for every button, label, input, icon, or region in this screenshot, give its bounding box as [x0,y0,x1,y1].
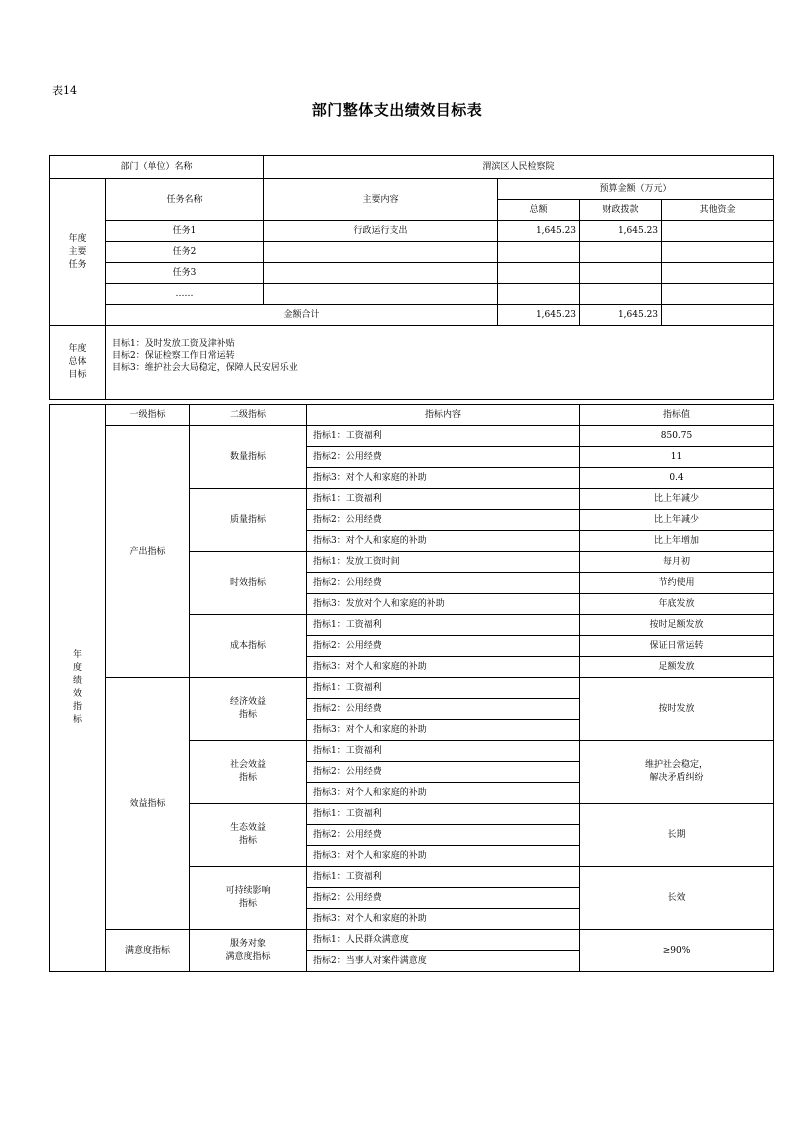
indicator-content: 指标1：工资福利 [307,426,580,447]
col-indicator-value: 指标值 [580,405,774,426]
indicator-value: 0.4 [580,468,774,489]
satisfaction-indicator-label: 满意度指标 [106,930,190,972]
task-other [662,284,774,305]
indicator-content: 指标3：对个人和家庭的补助 [307,846,580,867]
service-satisfaction-label: 服务对象 满意度指标 [190,930,307,972]
goal-item: 目标3：维护社会大局稳定，保障人民安居乐业 [112,363,298,373]
goal-item: 目标1：及时发放工资及津补贴 [112,339,235,349]
indicator-value: 11 [580,447,774,468]
task-finance [580,263,662,284]
task-content [264,242,498,263]
task-finance [580,284,662,305]
indicator-content: 指标3：对个人和家庭的补助 [307,909,580,930]
indicator-value: 按时发放 [580,678,774,741]
indicator-value: 按时足额发放 [580,615,774,636]
indicator-value: 比上年减少 [580,489,774,510]
indicator-content: 指标1：工资福利 [307,615,580,636]
benefit-indicator-label: 效益指标 [106,678,190,930]
quantity-indicator-label: 数量指标 [190,426,307,489]
task-other [662,242,774,263]
task-total [498,242,580,263]
task-total [498,263,580,284]
indicator-content: 指标1：工资福利 [307,741,580,762]
task-name: 任务2 [106,242,264,263]
indicator-content: 指标3：对个人和家庭的补助 [307,657,580,678]
indicator-content: 指标1：工资福利 [307,867,580,888]
indicator-content: 指标2：当事人对案件满意度 [307,951,580,972]
indicator-value: 足额发放 [580,657,774,678]
indicator-content: 指标2：公用经费 [307,510,580,531]
col-main-content: 主要内容 [264,179,498,221]
dept-name-label: 部门（单位）名称 [50,156,264,179]
col-indicator-content: 指标内容 [307,405,580,426]
indicator-value: 保证日常运转 [580,636,774,657]
indicator-content: 指标3：对个人和家庭的补助 [307,720,580,741]
table-row [50,284,774,305]
task-other [662,263,774,284]
cost-indicator-label: 成本指标 [190,615,307,678]
col-level1: 一级指标 [106,405,190,426]
output-indicator-label: 产出指标 [106,426,190,678]
indicator-value: 每月初 [580,552,774,573]
task-total: 1,645.23 [498,221,580,242]
col-total: 总额 [498,200,580,221]
performance-indicator-table [49,404,774,972]
dept-name-value: 渭滨区人民检察院 [264,156,774,179]
annual-tasks-label: 年度 主要 任务 [50,179,106,326]
indicator-content: 指标1：工资福利 [307,489,580,510]
sum-other [662,305,774,326]
table-number: 表14 [52,84,77,97]
annual-indicators-label: 年 度 绩 效 指 标 [50,405,106,972]
indicator-value: 维护社会稳定， 解决矛盾纠纷 [580,741,774,804]
table-row [50,678,774,699]
indicator-value: 节约使用 [580,573,774,594]
social-benefit-label: 社会效益 指标 [190,741,307,804]
task-finance: 1,645.23 [580,221,662,242]
table-row [50,242,774,263]
quality-indicator-label: 质量指标 [190,489,307,552]
sum-total: 1,645.23 [498,305,580,326]
indicator-content: 指标2：公用经费 [307,888,580,909]
indicator-value: ≥90% [580,930,774,972]
timeliness-indicator-label: 时效指标 [190,552,307,615]
col-task-name: 任务名称 [106,179,264,221]
task-name: …… [106,284,264,305]
task-name: 任务3 [106,263,264,284]
indicator-value: 850.75 [580,426,774,447]
col-level2: 二级指标 [190,405,307,426]
task-content: 行政运行支出 [264,221,498,242]
indicator-content: 指标2：公用经费 [307,447,580,468]
indicator-content: 指标2：公用经费 [307,636,580,657]
indicator-content: 指标1：工资福利 [307,678,580,699]
task-content [264,284,498,305]
task-content [264,263,498,284]
indicator-content: 指标1：人民群众满意度 [307,930,580,951]
indicator-content: 指标3：对个人和家庭的补助 [307,783,580,804]
indicator-value: 年底发放 [580,594,774,615]
overall-goals-content [106,326,774,400]
sum-label: 金额合计 [106,305,498,326]
task-name: 任务1 [106,221,264,242]
indicator-content: 指标3：发放对个人和家庭的补助 [307,594,580,615]
col-finance: 财政拨款 [580,200,662,221]
indicator-value: 长期 [580,804,774,867]
indicator-content: 指标2：公用经费 [307,762,580,783]
table-row [50,221,774,242]
col-budget-amount: 预算金额（万元） [498,179,774,200]
table-row [50,930,774,951]
indicator-value: 比上年减少 [580,510,774,531]
goal-item: 目标2：保证检察工作日常运转 [112,351,235,361]
page-title: 部门整体支出绩效目标表 [311,101,483,119]
economic-benefit-label: 经济效益 指标 [190,678,307,741]
indicator-content: 指标2：公用经费 [307,573,580,594]
task-finance [580,242,662,263]
indicator-content: 指标1：工资福利 [307,804,580,825]
indicator-value: 比上年增加 [580,531,774,552]
indicator-value: 长效 [580,867,774,930]
sum-finance: 1,645.23 [580,305,662,326]
sum-row [50,305,774,326]
indicator-content: 指标2：公用经费 [307,825,580,846]
table-row [50,263,774,284]
sustainable-impact-label: 可持续影响 指标 [190,867,307,930]
table-row [50,426,774,447]
col-other: 其他资金 [662,200,774,221]
indicator-content: 指标1：发放工资时间 [307,552,580,573]
ecological-benefit-label: 生态效益 指标 [190,804,307,867]
indicator-content: 指标2：公用经费 [307,699,580,720]
indicator-content: 指标3：对个人和家庭的补助 [307,531,580,552]
overall-goals-label: 年度 总体 目标 [50,326,106,400]
task-other [662,221,774,242]
budget-task-table [49,155,774,400]
task-total [498,284,580,305]
indicator-content: 指标3：对个人和家庭的补助 [307,468,580,489]
